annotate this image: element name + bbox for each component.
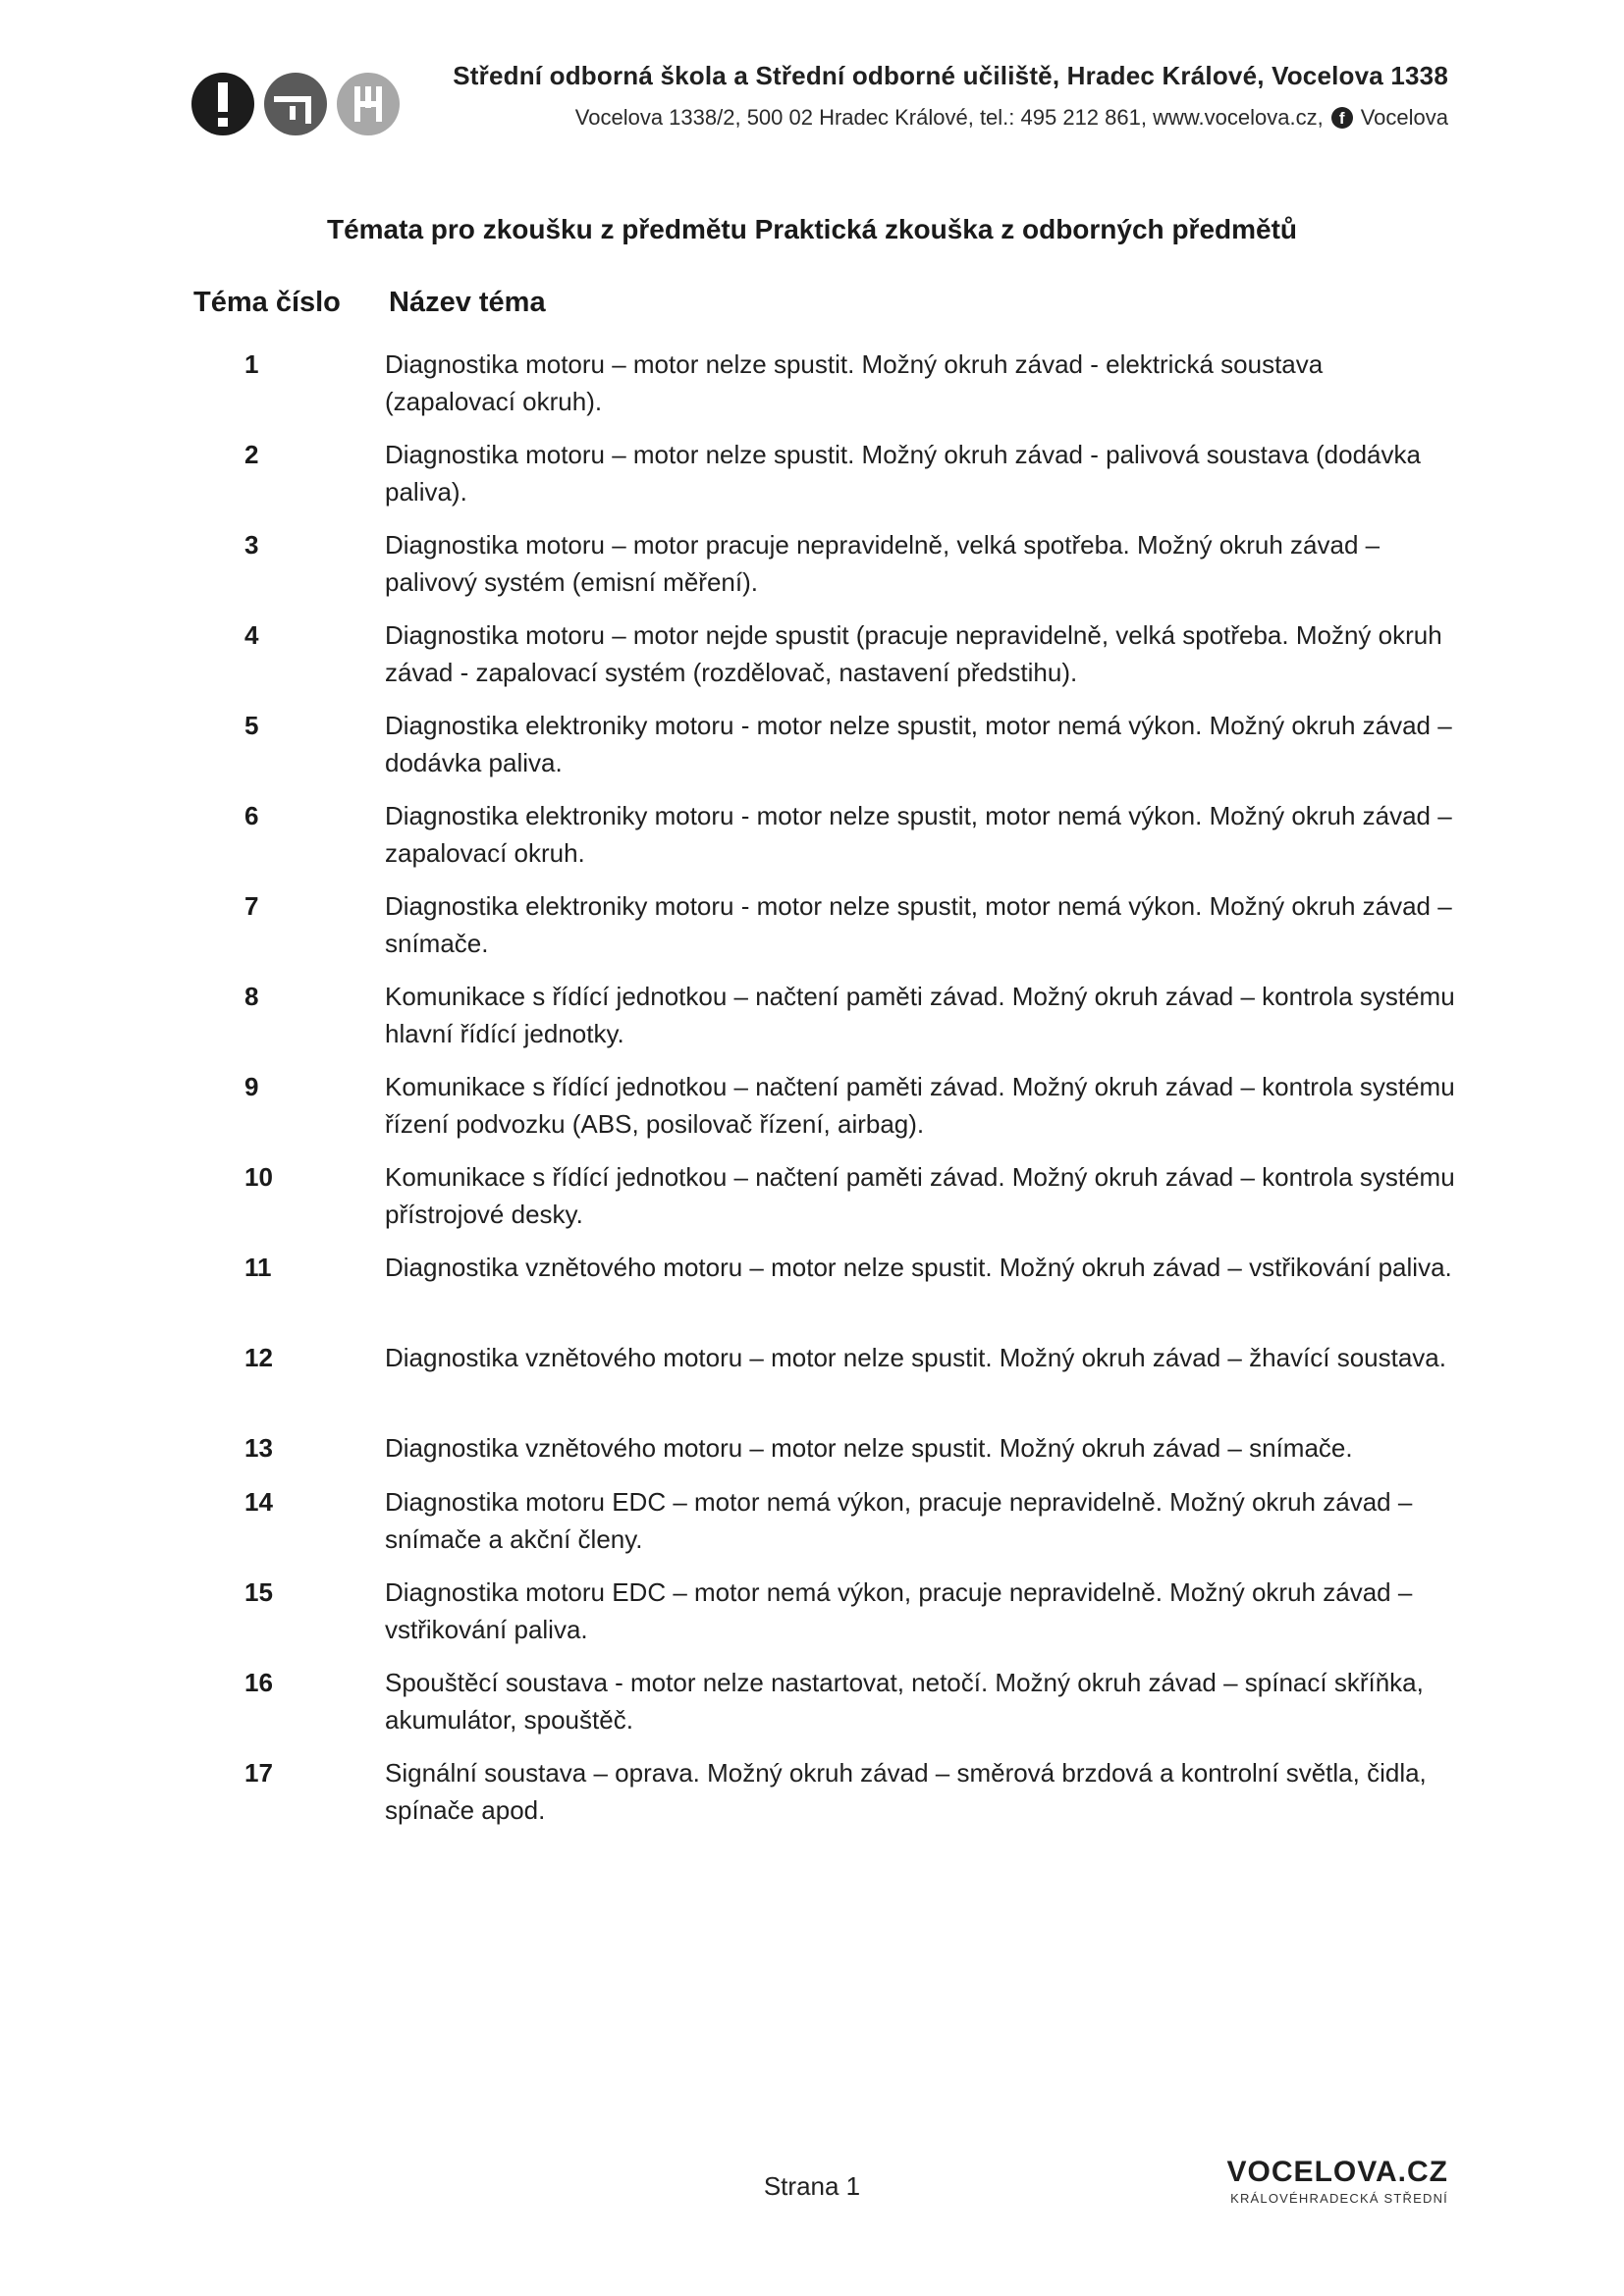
logo-circle-gray-icon [264, 73, 327, 135]
topic-number: 6 [244, 801, 259, 830]
topic-text: Diagnostika elektroniky motoru - motor nelze spustit, motor nemá výkon. Možný okruh závad – snímače. [385, 891, 1452, 958]
facebook-link[interactable]: Vocelova [1360, 105, 1448, 130]
list-item [193, 436, 1460, 526]
list-item [193, 1158, 1460, 1249]
column-header-name: Název téma [389, 287, 546, 318]
topic-text: Komunikace s řídící jednotkou – načtení paměti závad. Možný okruh závad – kontrola systému hlavní řídící jednotky. [385, 982, 1455, 1048]
topic-number: 9 [244, 1072, 259, 1101]
school-info [453, 61, 1448, 131]
list-item [193, 1574, 1460, 1664]
brand-name: VOCELOVA.CZ [1226, 2156, 1448, 2188]
topic-text: Diagnostika motoru – motor nejde spustit (pracuje nepravidelně, velká spotřeba. Možný okruh závad - zapalovací systém (rozdělovač, nastavení předstihu). [385, 620, 1442, 687]
list-item [193, 887, 1460, 978]
school-name: Střední odborná škola a Střední odborné učiliště, Hradec Králové, Vocelova 1338 [453, 61, 1448, 90]
topic-text: Diagnostika motoru EDC – motor nemá výkon, pracuje nepravidelně. Možný okruh závad – vstřikování paliva. [385, 1577, 1413, 1644]
topic-number: 13 [244, 1433, 273, 1463]
topic-number: 8 [244, 982, 259, 1011]
topic-number: 17 [244, 1758, 273, 1788]
list-item [193, 797, 1460, 887]
list-item [193, 1664, 1460, 1754]
topic-text: Diagnostika vznětového motoru – motor nelze spustit. Možný okruh závad – vstřikování paliva. [385, 1253, 1452, 1282]
topic-number: 12 [244, 1343, 273, 1372]
topic-number: 7 [244, 891, 259, 921]
topic-text: Diagnostika elektroniky motoru - motor nelze spustit, motor nemá výkon. Možný okruh závad – zapalovací okruh. [385, 801, 1452, 868]
topic-text: Diagnostika motoru EDC – motor nemá výkon, pracuje nepravidelně. Možný okruh závad – snímače a akční členy. [385, 1487, 1413, 1554]
list-item [193, 1429, 1460, 1483]
list-item [193, 1339, 1460, 1429]
school-address [453, 105, 1448, 131]
topic-text: Komunikace s řídící jednotkou – načtení paměti závad. Možný okruh závad – kontrola systému řízení podvozku (ABS, posilovač řízení, airbag). [385, 1072, 1455, 1139]
list-item [193, 1483, 1460, 1574]
page-number: Strana 1 [763, 2171, 861, 2201]
list-item [193, 707, 1460, 797]
topic-text: Diagnostika vznětového motoru – motor nelze spustit. Možný okruh závad – snímače. [385, 1433, 1353, 1463]
list-item [193, 1754, 1460, 1844]
list-item [193, 616, 1460, 707]
facebook-icon: f [1331, 107, 1353, 129]
topic-text: Spouštěcí soustava - motor nelze nastartovat, netočí. Možný okruh závad – spínací skříňka, akumulátor, spouštěč. [385, 1668, 1424, 1735]
topic-number: 5 [244, 711, 259, 740]
topic-text: Diagnostika motoru – motor nelze spustit. Možný okruh závad - palivová soustava (dodávka paliva). [385, 440, 1421, 507]
brand-subtitle: KRÁLOVÉHRADECKÁ STŘEDNÍ [1230, 2191, 1448, 2206]
topic-number: 4 [244, 620, 259, 650]
list-item [193, 978, 1460, 1068]
topic-text: Diagnostika elektroniky motoru - motor nelze spustit, motor nemá výkon. Možný okruh závad – dodávka paliva. [385, 711, 1452, 777]
footer-brand [1227, 2156, 1448, 2206]
topic-text: Diagnostika motoru – motor nelze spustit. Možný okruh závad - elektrická soustava (zapalovací okruh). [385, 349, 1324, 416]
topic-number: 2 [244, 440, 259, 469]
document-title: Témata pro zkoušku z předmětu Praktická zkouška z odborných předmětů [326, 214, 1298, 244]
list-item [193, 1249, 1460, 1339]
topic-text: Signální soustava – oprava. Možný okruh závad – směrová brzdová a kontrolní světla, čidla, spínače apod. [385, 1758, 1427, 1825]
topic-text: Komunikace s řídící jednotkou – načtení paměti závad. Možný okruh závad – kontrola systému přístrojové desky. [385, 1162, 1455, 1229]
logo-circle-light-icon [337, 73, 400, 135]
page-header [191, 61, 1448, 149]
column-header-number: Téma číslo [193, 287, 341, 318]
topic-number: 1 [244, 349, 259, 379]
topic-text: Diagnostika vznětového motoru – motor nelze spustit. Možný okruh závad – žhavící soustava. [385, 1343, 1446, 1372]
address-text: Vocelova 1338/2, 500 02 Hradec Králové, tel.: 495 212 861, www.vocelova.cz, [574, 105, 1324, 130]
topic-number: 15 [244, 1577, 273, 1607]
list-item [193, 346, 1460, 436]
topic-number: 16 [244, 1668, 273, 1697]
topic-number: 14 [244, 1487, 273, 1517]
topic-number: 10 [244, 1162, 273, 1192]
topic-text: Diagnostika motoru – motor pracuje nepravidelně, velká spotřeba. Možný okruh závad – palivový systém (emisní měření). [385, 530, 1380, 597]
topic-number: 3 [244, 530, 259, 560]
logo-circle-dark-icon [191, 73, 254, 135]
topic-number: 11 [244, 1253, 272, 1282]
list-item [193, 1068, 1460, 1158]
topics-list [193, 346, 1460, 1844]
list-item [193, 526, 1460, 616]
